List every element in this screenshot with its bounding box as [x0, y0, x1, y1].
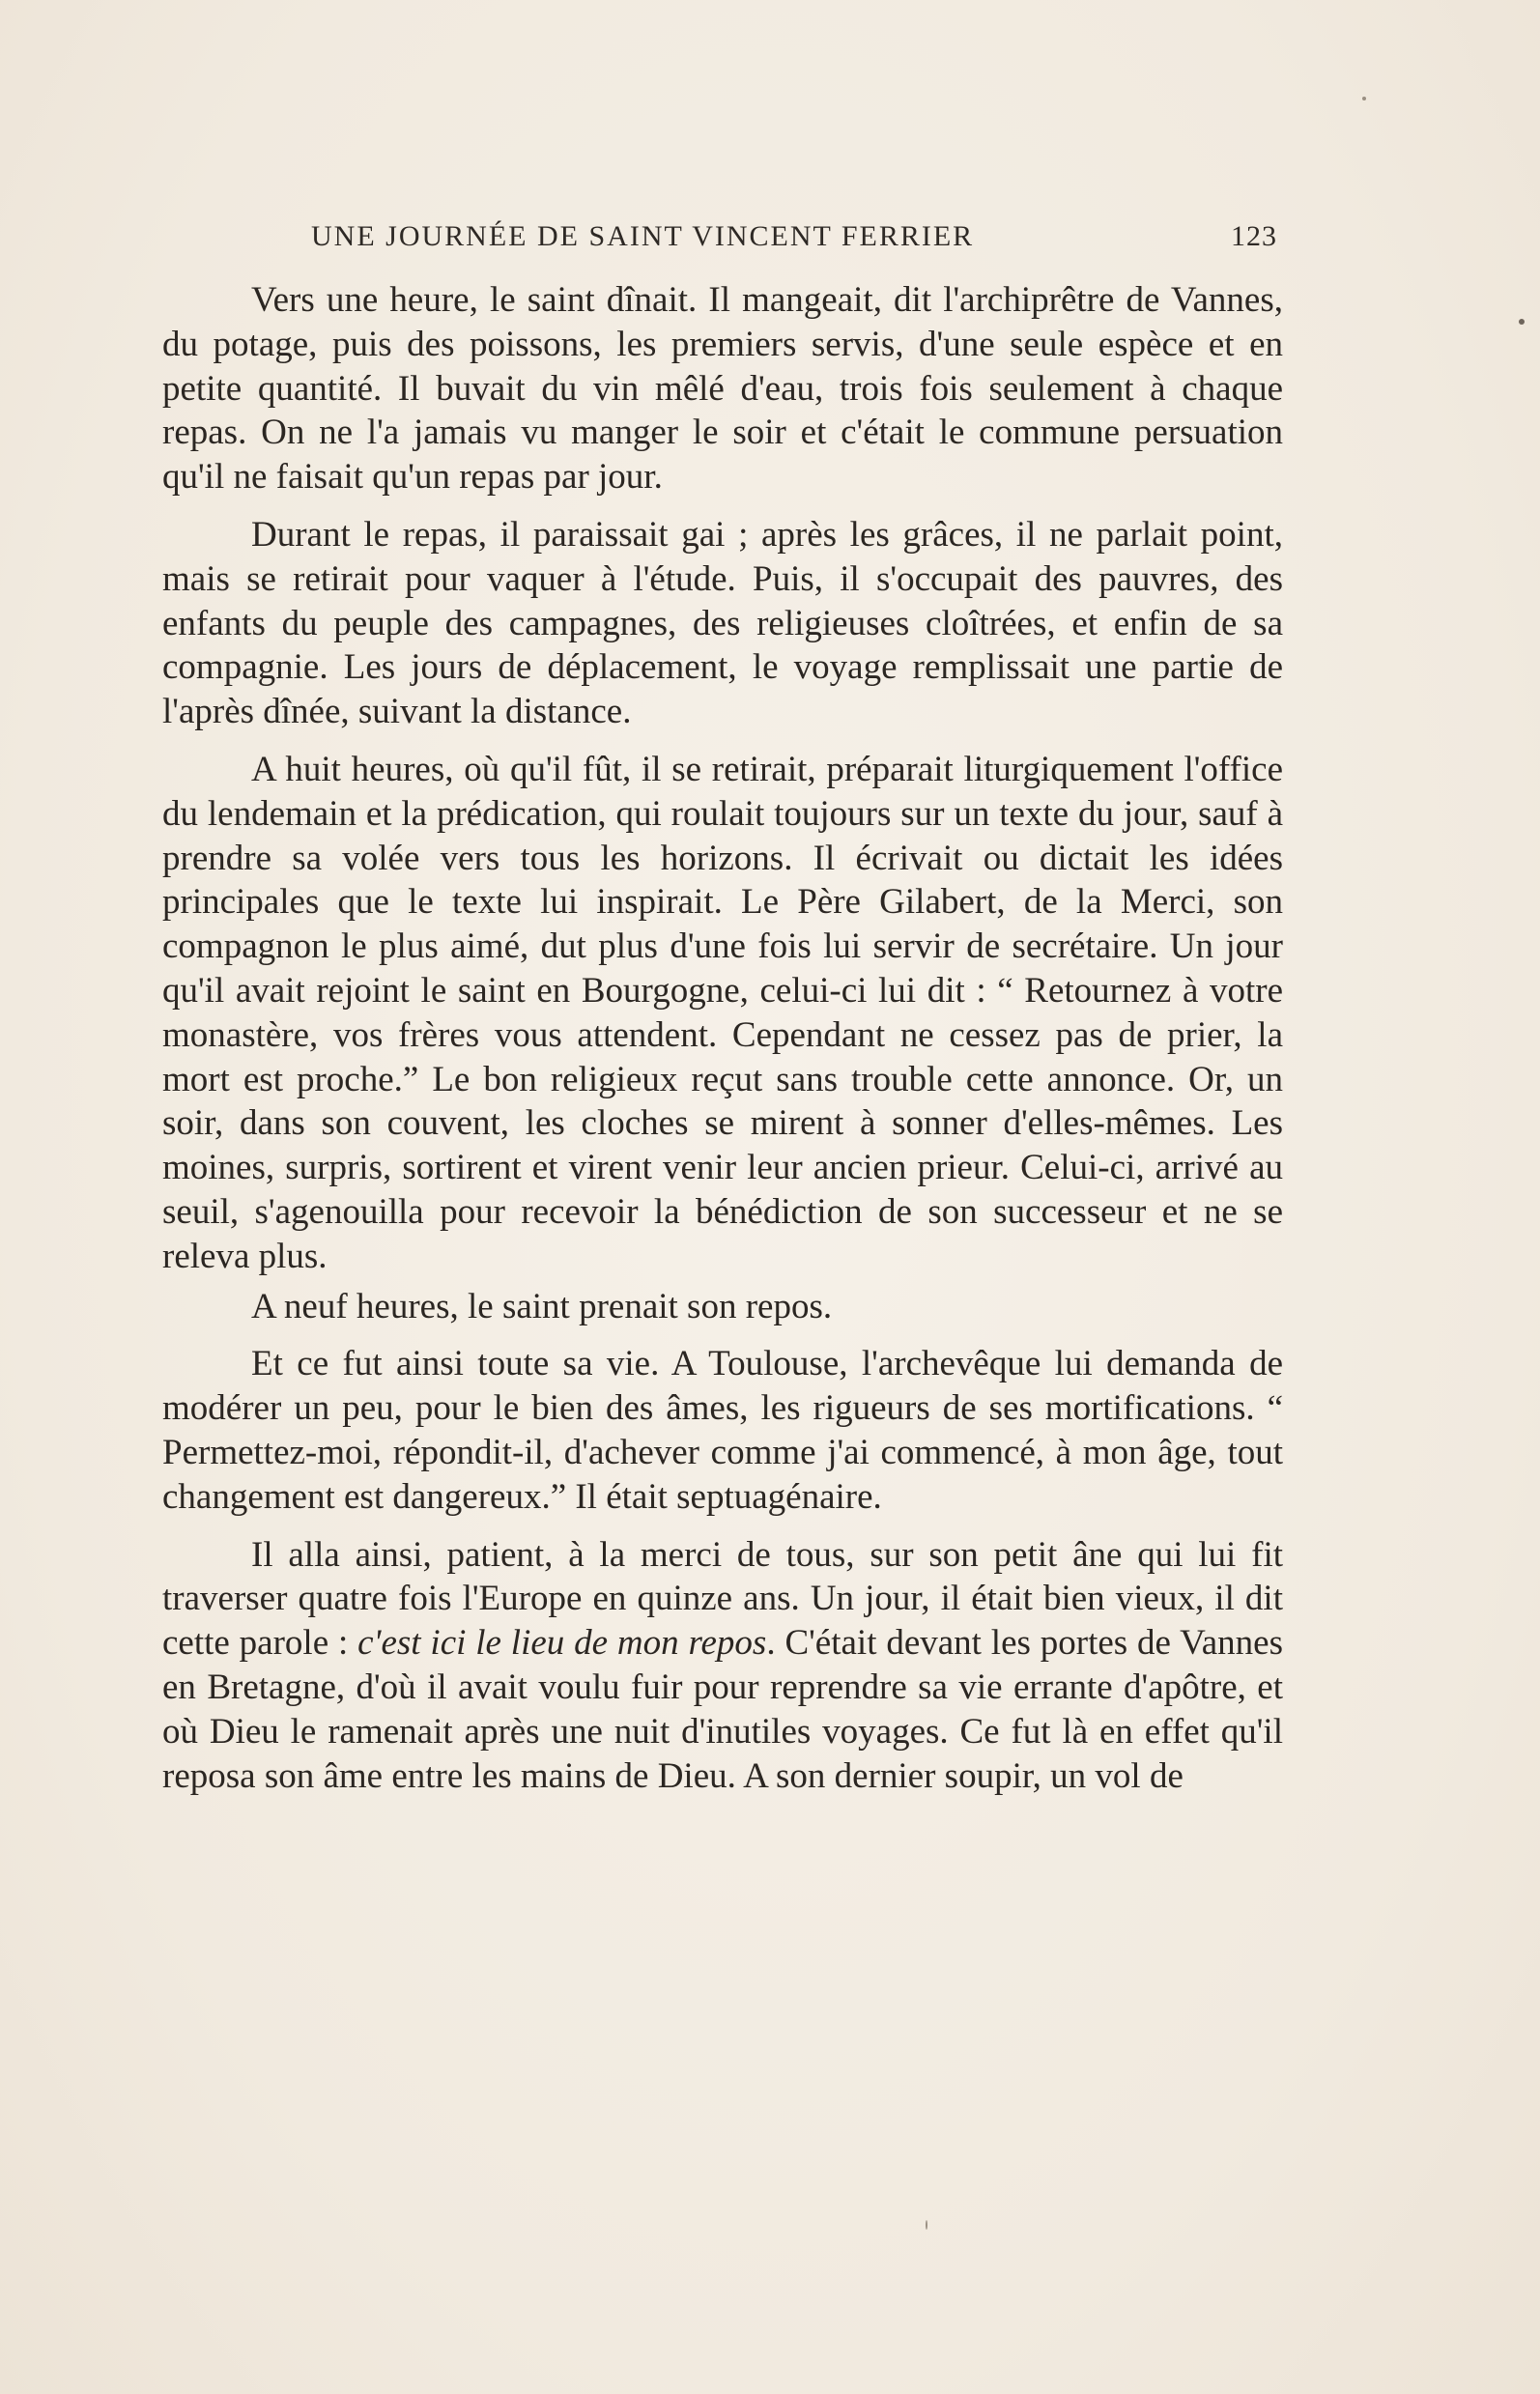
- page-header: [311, 220, 1277, 259]
- body-text: [162, 278, 1283, 1811]
- paragraph-vannes-start: Il alla ainsi, patient, à la merci de tous, sur son petit âne qui lui fit traverser quatre fois l'Europe en quinze ans. Un jour, il était bien vieux, il dit cette parole :: [162, 1534, 1283, 1664]
- paragraph-vannes: [162, 1533, 1283, 1799]
- paragraph-evening: A huit heures, où qu'il fût, il se retirait, préparait liturgiquement l'office du lendemain et la prédication, qui roulait toujours sur un texte du jour, sauf à prendre sa volée vers tous les horizons. Il écrivait ou dictait les idées principales que le texte lui inspirait. Le Père Gilabert, de la Merci, son compagnon le plus aimé, dut plus d'une fois lui servir de secrétaire. Un jour qu'il avait rejoint le saint en Bourgogne, celui-ci lui dit : “ Retournez à votre monastère, vos frères vous attendent. Cependant ne cessez pas de prier, la mort est proche.” Le bon religieux reçut sans trouble cette annonce. Or, un soir, dans son couvent, les cloches se mirent à sonner d'elles-mêmes. Les moines, surpris, sortirent et virent venir leur ancien prieur. Celui-ci, arrivé au seuil, s'agenouilla pour recevoir la bénédiction de son successeur et ne se releva plus.: [162, 749, 1283, 1276]
- paper-speck: [926, 2220, 927, 2230]
- paragraph-dinner: Vers une heure, le saint dînait. Il mangeait, dit l'archiprêtre de Vannes, du potage, puis des poissons, les premiers servis, d'une seule espèce et en petite quantité. Il buvait du vin mêlé d'eau, trois fois seulement à chaque repas. On ne l'a jamais vu manger le soir et c'était le commune persuation qu'il ne faisait qu'un repas par jour.: [162, 280, 1283, 498]
- paragraph-after-meal: Durant le repas, il paraissait gai ; après les grâces, il ne parlait point, mais se retirait pour vaquer à l'étude. Puis, il s'occupait des pauvres, des enfants du peuple des campagnes, des religieuses cloîtrées, et enfin de sa compagnie. Les jours de déplacement, le voyage remplissait une partie de l'après dînée, suivant la distance.: [162, 514, 1283, 732]
- paragraph-toulouse: Et ce fut ainsi toute sa vie. A Toulouse, l'archevêque lui demanda de modérer un peu, pour le bien des âmes, les rigueurs de ses mortifications. “ Permettez-moi, répondit-il, d'achever comme j'ai commencé, à mon âge, tout changement est dangereux.” Il était septuagénaire.: [162, 1344, 1283, 1517]
- paragraph-vannes-end: . C'était devant les portes de Vannes en Bretagne, d'où il avait voulu fuir pour reprendre sa vie errante d'apôtre, et où Dieu le ramenait après une nuit d'inutiles voyages. Ce fut là en effet qu'il reposa son âme entre les mains de Dieu. A son dernier soupir, un vol de: [162, 1623, 1284, 1796]
- paper-speck: [1519, 319, 1525, 325]
- running-title: UNE JOURNÉE DE SAINT VINCENT FERRIER: [311, 220, 975, 252]
- paragraph-rest: A neuf heures, le saint prenait son repos.: [251, 1286, 833, 1326]
- paper-speck: [1362, 97, 1366, 100]
- italic-quote: c'est ici le lieu de mon repos: [357, 1623, 767, 1664]
- page-number: 123: [1231, 220, 1277, 252]
